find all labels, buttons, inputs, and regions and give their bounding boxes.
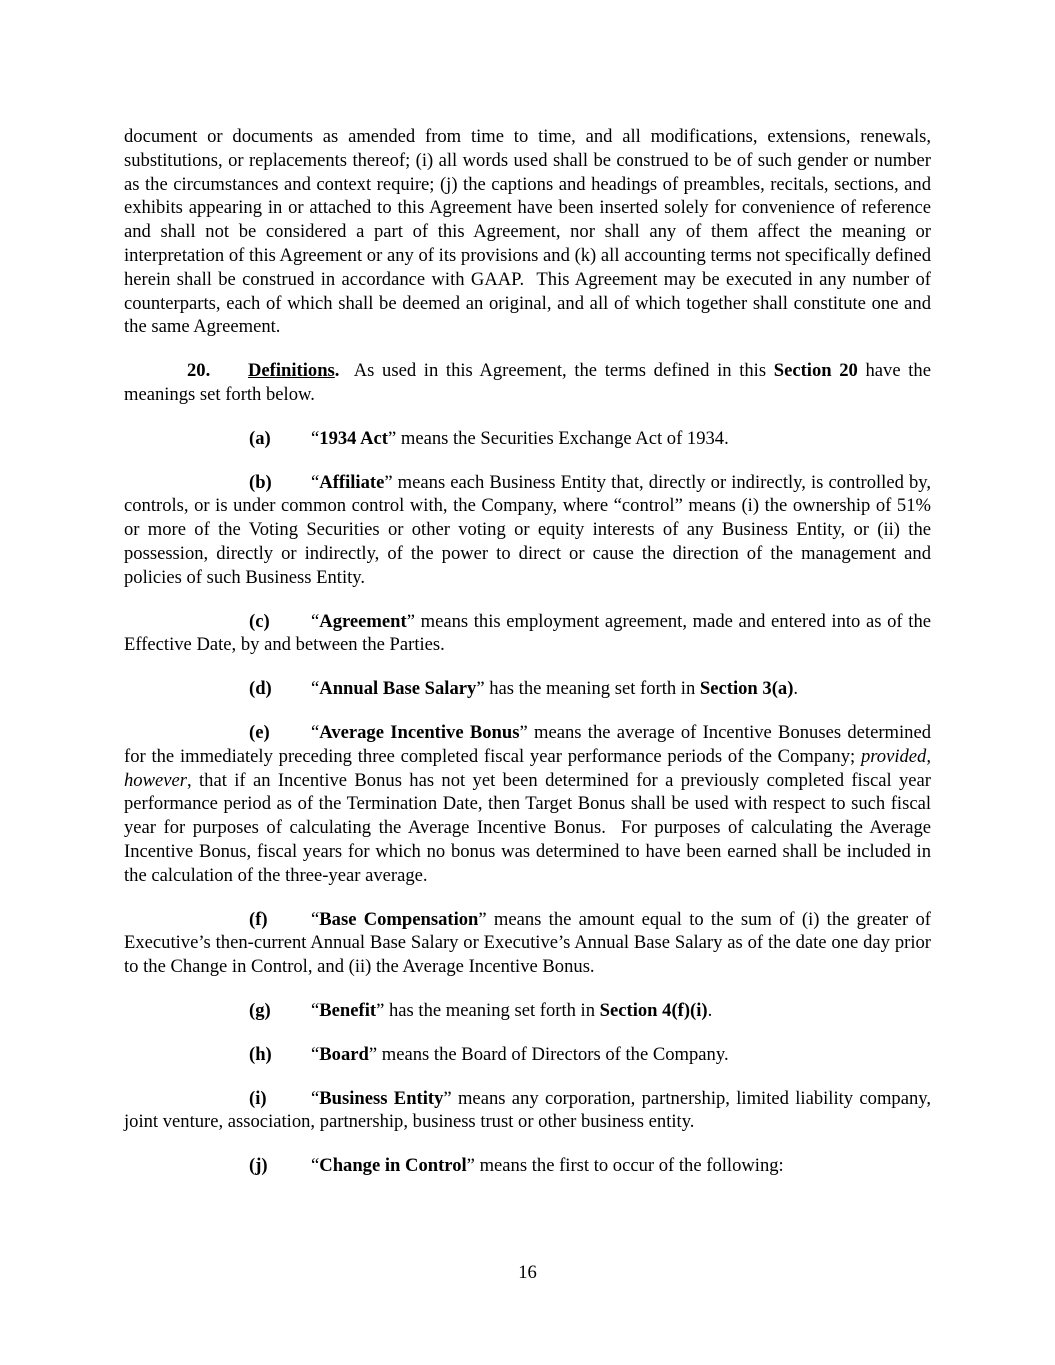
defined-term: Base Compensation — [319, 908, 479, 930]
close-quote: ” — [368, 1043, 378, 1065]
definition-label: (c) — [249, 610, 270, 632]
close-quote: ” — [387, 427, 397, 449]
definition-label: (h) — [249, 1043, 272, 1065]
section-intro-text-end: have the meanings set forth below. — [124, 360, 931, 405]
close-quote: ” — [478, 908, 487, 930]
open-quote: “ — [311, 1043, 320, 1065]
definition-text: means the Board of Directors of the Company. — [377, 1043, 729, 1065]
definition-label: (a) — [249, 427, 271, 449]
end-punct: . — [707, 999, 713, 1021]
defined-term: Average Incentive Bonus — [319, 721, 520, 743]
open-quote: “ — [311, 471, 320, 493]
definition-c — [124, 610, 931, 658]
open-quote: “ — [311, 427, 320, 449]
section-ref: Section 20 — [773, 360, 858, 382]
section-ref: Section 4(f)(i) — [599, 999, 708, 1021]
section-20-paragraph — [124, 359, 931, 407]
open-quote: “ — [311, 999, 320, 1021]
section-heading-period: . — [334, 360, 340, 382]
definition-h — [124, 1043, 931, 1067]
definition-g — [124, 999, 931, 1023]
defined-term: 1934 Act — [319, 427, 388, 449]
close-quote: ” — [466, 1155, 475, 1177]
section-number: 20. — [187, 360, 211, 382]
definition-label: (b) — [249, 471, 272, 493]
definition-label: (i) — [249, 1087, 267, 1109]
open-quote: “ — [311, 1155, 320, 1177]
end-punct: . — [793, 678, 799, 700]
italic-proviso: provided, however — [124, 745, 931, 791]
definition-text-cont: , that if an Incentive Bonus has not yet been determined for a previously completed fiscal year performance period as of the Termination Date, then Target Bonus shall be used with respect to such fiscal year for purposes of calculating the Average Incentive Bonus. For purposes of calculating the Average Incentive Bonus, fiscal years for which no bonus was determined to have been earned shall be included in the calculation of the three-year average. — [124, 769, 931, 886]
defined-term: Annual Base Salary — [319, 678, 477, 700]
definition-d — [124, 677, 931, 701]
definition-text: means the Securities Exchange Act of 1934. — [396, 427, 729, 449]
document-page — [124, 125, 931, 1198]
definition-text: has the meaning set forth in — [384, 999, 600, 1021]
close-quote: ” — [376, 999, 385, 1021]
definition-label: (d) — [249, 678, 272, 700]
defined-term: Change in Control — [319, 1155, 467, 1177]
definition-label: (g) — [249, 999, 271, 1021]
definition-b — [124, 471, 931, 590]
defined-term: Agreement — [319, 610, 407, 632]
close-quote: ” — [384, 471, 393, 493]
definition-label: (f) — [249, 908, 268, 930]
defined-term: Board — [319, 1043, 369, 1065]
definition-text: means the average of Incentive Bonuses determined for the immediately preceding three completed fiscal year performance periods of the Company; — [124, 721, 931, 767]
defined-term: Benefit — [319, 999, 377, 1021]
definition-f — [124, 908, 931, 979]
section-ref: Section 3(a) — [699, 678, 794, 700]
definition-text: means the amount equal to the sum of (i) the greater of Executive’s then-current Annual Base Salary or Executive’s Annual Base Salary as of the date one day prior to the Change in Control, and (ii) the Average Incentive Bonus. — [124, 908, 931, 978]
close-quote: ” — [443, 1087, 452, 1109]
definition-text: means each Business Entity that, directly or indirectly, is controlled by, controls, or is under common control with, the Company, where “control” means (i) the ownership of 51% or more of the Voting Securities or other voting or equity interests of any Business Entity, or (ii) the possession, directly or indirectly, of the power to direct or cause the direction of the management and policies of such Business Entity. — [124, 471, 931, 588]
open-quote: “ — [311, 1087, 320, 1109]
definition-j — [124, 1154, 931, 1178]
open-quote: “ — [311, 908, 320, 930]
definition-text: means the first to occur of the following: — [474, 1155, 784, 1177]
open-quote: “ — [311, 721, 320, 743]
definition-label: (e) — [249, 721, 270, 743]
continuation-paragraph: document or documents as amended from time to time, and all modifications, extensions, renewals, substitutions, or replacements thereof; (i) all words used shall be construed to be of such gender or number as the circumstances and context require; (j) the captions and headings of preambles, recitals, sections, and exhibits appearing in or attached to this Agreement have been inserted solely for convenience of reference and shall not be considered a part of this Agreement, nor shall any of them affect the meaning or interpretation of this Agreement or any of its provisions and (k) all accounting terms not specifically defined herein shall be construed in accordance with GAAP. This Agreement may be executed in any number of counterparts, each of which shall be deemed an original, and all of which together shall constitute one and the same Agreement. — [124, 126, 931, 338]
definition-text: has the meaning set forth in — [484, 678, 700, 700]
definition-i — [124, 1087, 931, 1135]
page-number: 16 — [518, 1262, 537, 1283]
close-quote: ” — [476, 678, 485, 700]
definition-label: (j) — [249, 1155, 268, 1177]
section-intro-text: As used in this Agreement, the terms defined in this — [339, 360, 774, 382]
open-quote: “ — [311, 678, 320, 700]
open-quote: “ — [311, 610, 320, 632]
definition-text: means any corporation, partnership, limited liability company, joint venture, association, partnership, business trust or other business entity. — [124, 1087, 931, 1133]
definition-e — [124, 721, 931, 888]
defined-term: Business Entity — [319, 1087, 444, 1109]
section-heading: Definitions — [248, 360, 335, 382]
close-quote: ” — [406, 610, 415, 632]
close-quote: ” — [519, 721, 528, 743]
defined-term: Affiliate — [319, 471, 385, 493]
definition-a — [124, 427, 931, 451]
definition-text: means this employment agreement, made and entered into as of the Effective Date, by and between the Parties. — [124, 610, 931, 656]
